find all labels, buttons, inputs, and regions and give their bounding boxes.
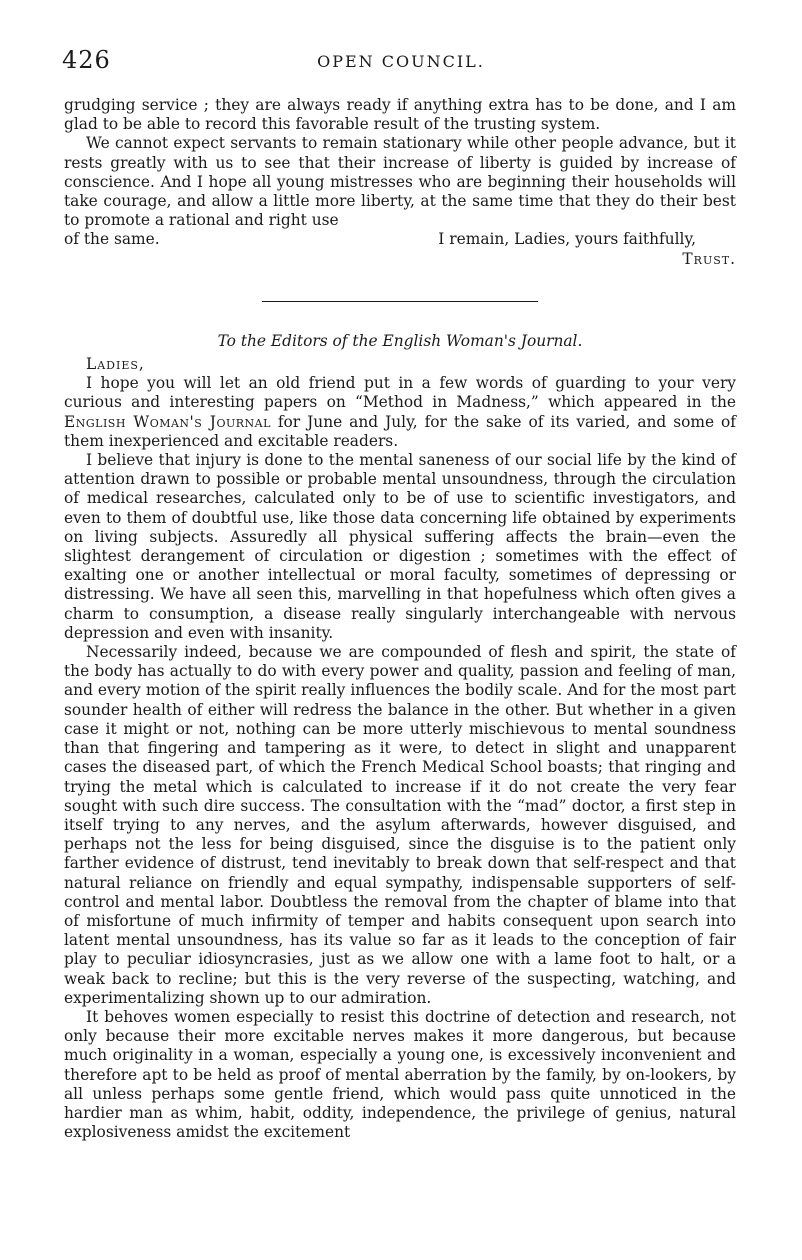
letter-intro-paragraph (64, 374, 736, 451)
section-divider (262, 301, 538, 302)
page-body (64, 96, 736, 1142)
running-header (62, 46, 740, 78)
intro-text-before: I hope you will let an old friend put in a few words of guarding to your very curious and interesting papers on “Method in Madness,” which appeared in the (64, 374, 736, 412)
paragraph: We cannot expect servants to remain stationary while other people advance, but it rests greatly with us to see that their increase of liberty is guided by increase of conscience. And I hope all young mistresses who are beginning their households will take courage, and allow a little more liberty, at the same time that they do their best to promote a rational and right use (64, 134, 736, 230)
journal-name: English Woman's Journal (64, 412, 271, 431)
salutation: Ladies, (86, 355, 145, 374)
paragraph: Necessarily indeed, because we are compounded of flesh and spirit, the state of the body has actually to do with every power and quality, passion and feeling of man, and every motion of the spirit really influences the bodily scale. And for the most part sounder health of either will redress the balance in the other. But whether in a given case it might or not, nothing can be more utterly mischievous to mental soundness than that fingering and tampering as it were, to detect in slight and unapparent cases the diseased part, of which the French Medical School boasts; that ringing and trying the metal which is calculated to increase if it do not create the very fear sought with such dire success. The consultation with the “mad” doctor, a first step in itself trying to any nerves, and the asylum afterwards, however disguised, and perhaps not the less for being disguised, since the disguise is to the patient only farther evidence of distrust, tend inevitably to break down that self-respect and that natural reliance on friendly and equal sympathy, indispensable supporters of self-control and mental labor. Doubtless the removal from the chapter of blame into that of misfortune of much infirmity of temper and habits consequent upon search into latent mental unsoundness, has its value so far as it leads to the conception of fair play to peculiar idiosyncrasies, just as we allow one with a lame foot to halt, or a weak back to recline; but this is the very reverse of the suspecting, watching, and experimentalizing shown up to our admiration. (64, 643, 736, 1007)
valediction: I remain, Ladies, yours faithfully, (438, 230, 696, 249)
paragraph: It behoves women especially to resist this doctrine of detection and research, not only because their more excitable nerves makes it more dangerous, but because much originality in a woman, especially a young one, is excessively inconvenient and therefore apt to be held as proof of mental aberration by the family, by on-lookers, by all unless perhaps some gentle friend, which would pass quite unnoticed in the hardier man as whim, habit, oddity, independence, the privilege of genius, natural explosiveness amidst the excitement (64, 1007, 736, 1142)
letter-closing (64, 230, 736, 249)
page-number: 426 (62, 46, 111, 74)
signature: Trust. (682, 249, 736, 268)
paragraph-continued: grudging service ; they are always ready if anything extra has to be done, and I am glad to be able to record this favorable result of the trusting system. (64, 96, 736, 134)
paragraph: I believe that injury is done to the mental saneness of our social life by the kind of attention drawn to possible or probable mental unsoundness, through the circulation of medical researches, calculated only to be of use to scientific investigators, and even to them of doubtful use, like those data concerning life obtained by experiments on living subjects. Assuredly all physical suffering affects the brain—even the slightest derangement of circulation or digestion ; sometimes with the effect of exalting one or another intellectual or moral faculty, sometimes of depressing or distressing. We have all seen this, marvelling in that hopefulness which often gives a charm to consumption, a disease really singularly interchangeable with nervous depression and even with insanity. (64, 451, 736, 642)
letter-heading: To the Editors of the English Woman's Journal. (217, 331, 583, 350)
intro-text-after: for June and July, for the sake of its varied, and some of them inexperienced and excitable readers. (64, 412, 736, 450)
running-title: OPEN COUNCIL. (317, 52, 485, 71)
closing-left-text: of the same. (64, 230, 160, 249)
